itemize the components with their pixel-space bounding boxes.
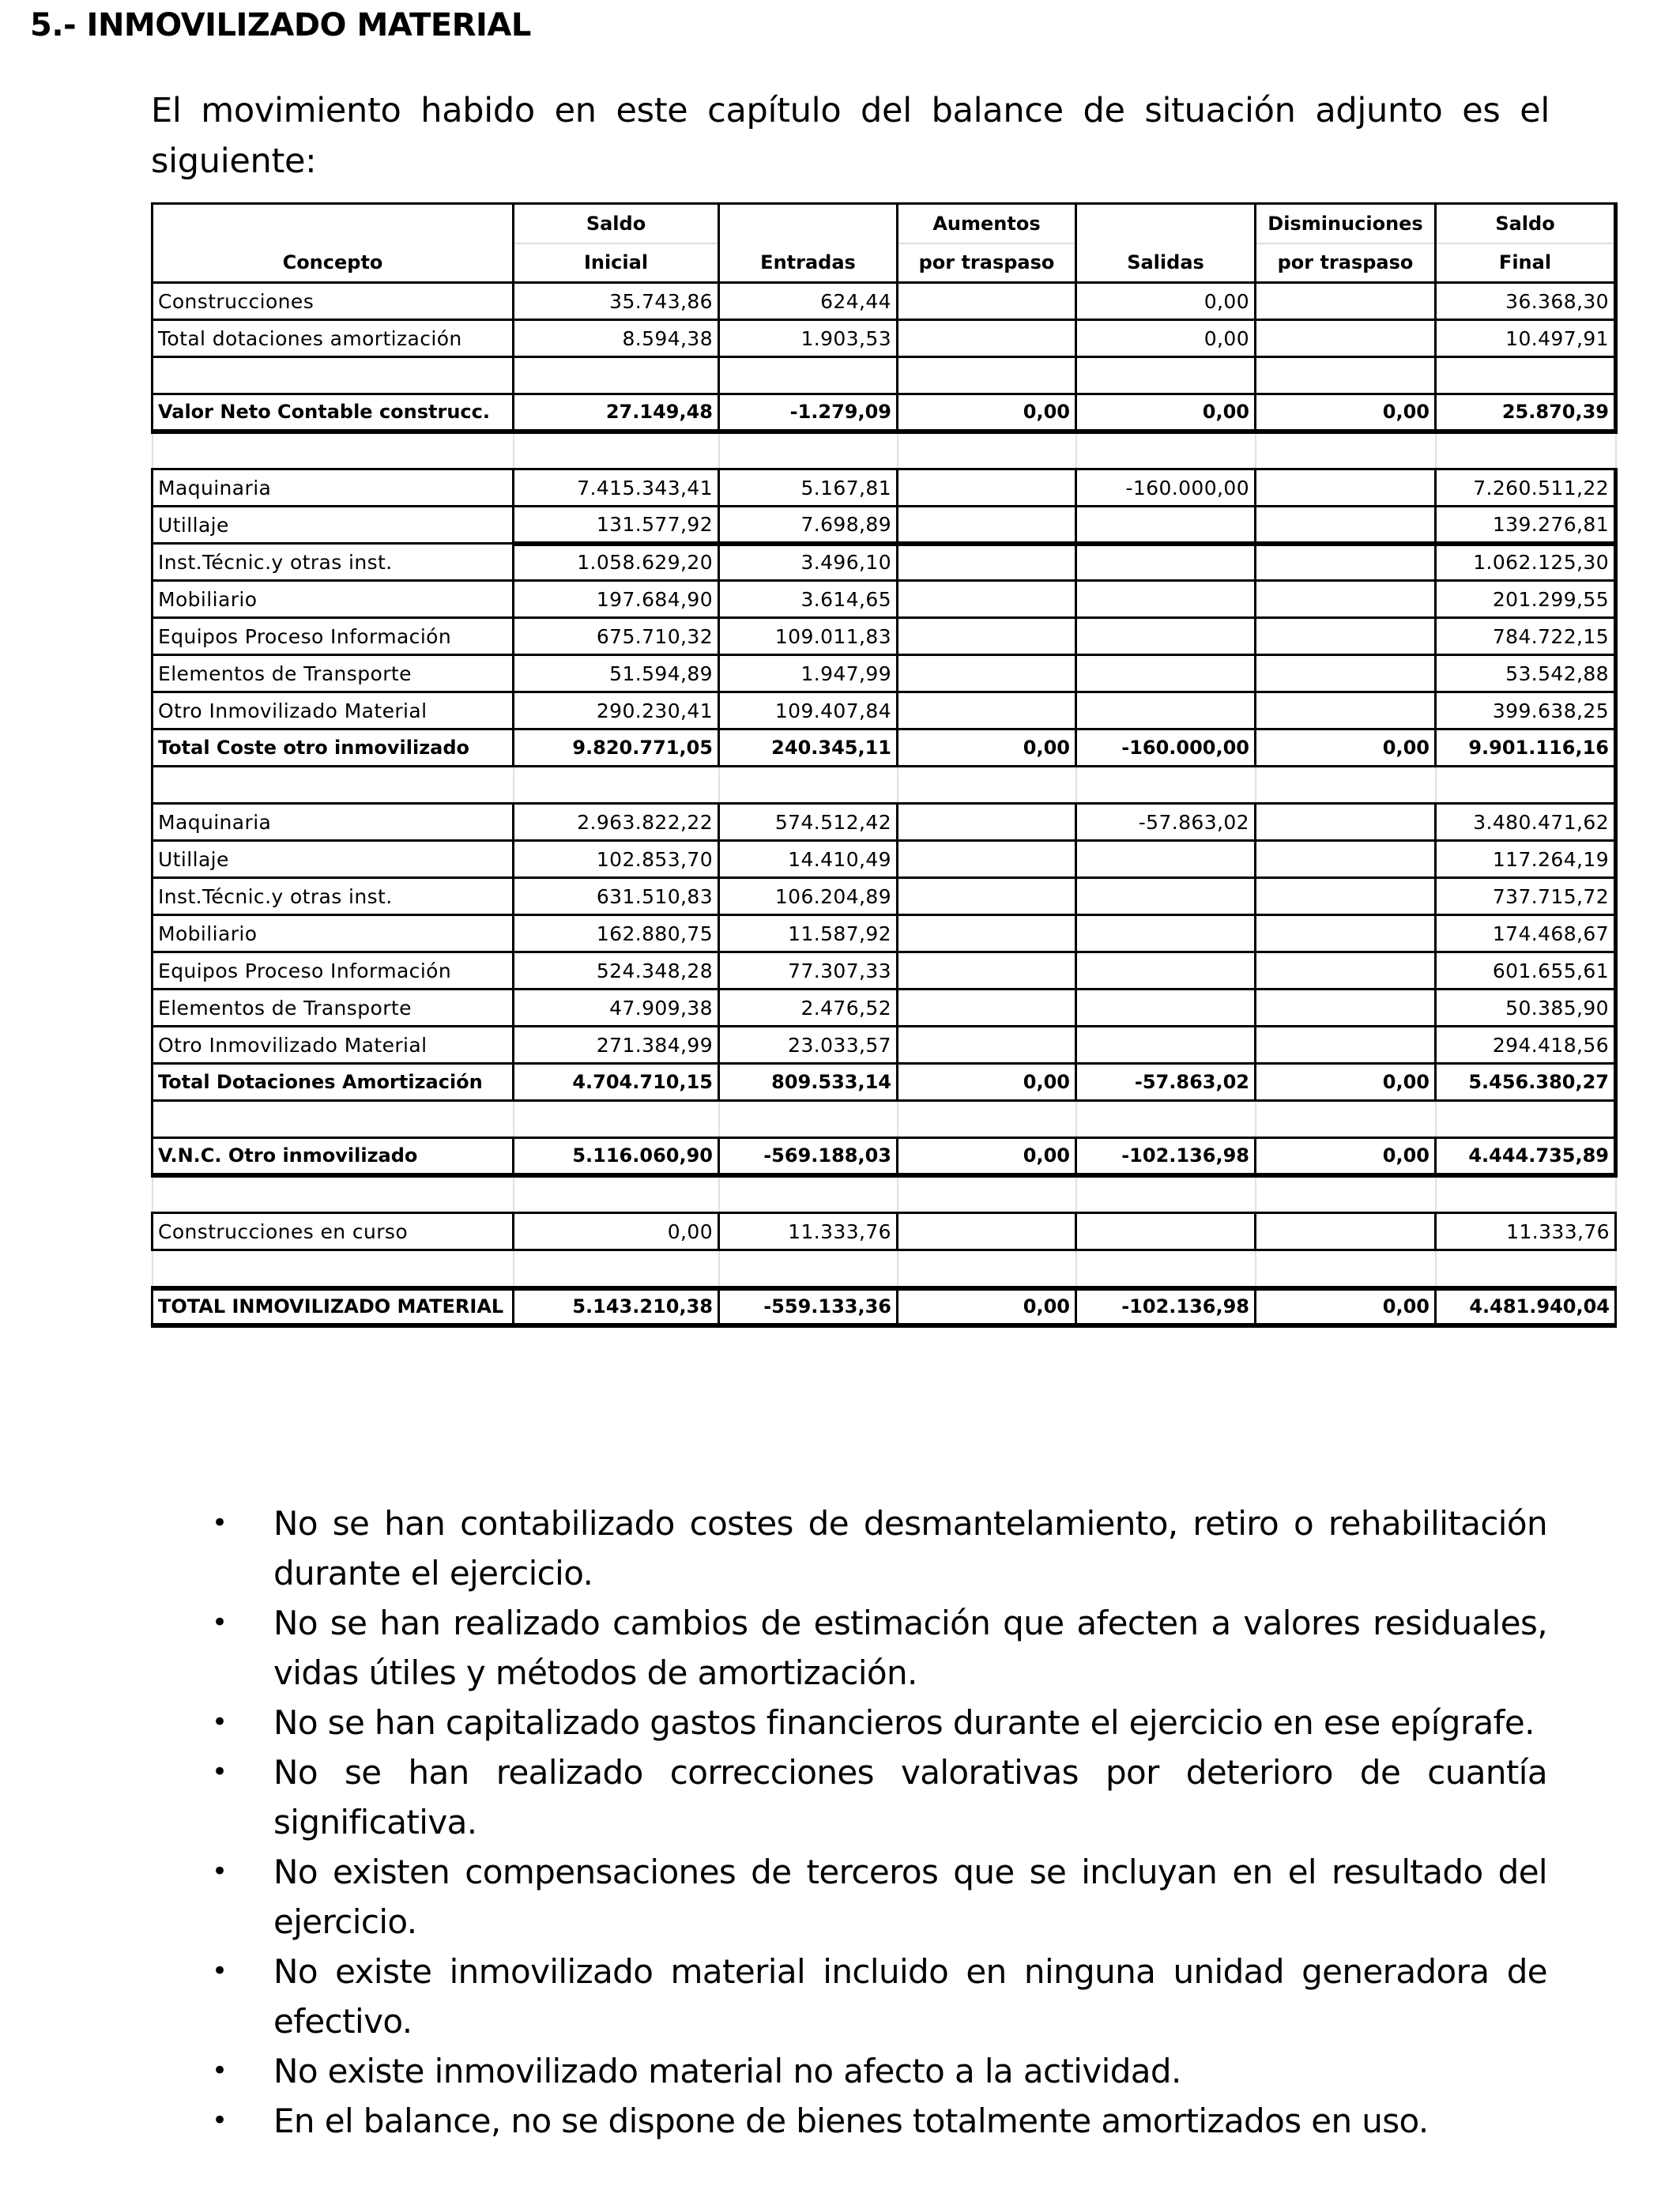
note-text: No se han realizado correcciones valorativas por deterioro de cuantía significativa. <box>273 1753 1547 1842</box>
cell-aumentos <box>898 804 1076 841</box>
cell-salidas: -57.863,02 <box>1076 1064 1256 1101</box>
note-text: No existen compensaciones de terceros que se incluyan en el resultado del ejercicio. <box>273 1853 1547 1941</box>
section-heading: 5.- INMOVILIZADO MATERIAL <box>30 7 531 43</box>
bullet-icon: • <box>212 1507 228 1539</box>
cell-aumentos: 0,00 <box>898 1288 1076 1325</box>
cell-salidas <box>1076 692 1256 729</box>
header-aumentos-bottom: por traspaso <box>898 243 1076 283</box>
cell-aumentos <box>898 878 1076 915</box>
cell-salidas <box>1076 655 1256 692</box>
bullet-icon: • <box>212 2105 228 2136</box>
cell-concepto: Construcciones en curso <box>153 1213 514 1250</box>
cell-concepto: TOTAL INMOVILIZADO MATERIAL <box>153 1288 514 1325</box>
cell-entradas: 240.345,11 <box>719 729 898 767</box>
bullet-icon: • <box>212 1607 228 1638</box>
bullet-icon: • <box>212 2055 228 2087</box>
cell-entradas: 624,44 <box>719 283 898 320</box>
cell-final: 5.456.380,27 <box>1436 1064 1616 1101</box>
total-row-coste <box>153 729 1616 767</box>
cell-concepto: Elementos de Transporte <box>153 655 514 692</box>
cell-aumentos <box>898 1213 1076 1250</box>
cell-salidas: 0,00 <box>1076 283 1256 320</box>
total-row-vnc-construcciones <box>153 394 1616 432</box>
cell-entradas: -569.188,03 <box>719 1138 898 1175</box>
cell-final: 4.481.940,04 <box>1436 1288 1616 1325</box>
header-concepto: Concepto <box>153 204 514 283</box>
table-row <box>153 283 1616 320</box>
cell-aumentos <box>898 544 1076 581</box>
cell-disminuciones <box>1256 507 1436 544</box>
cell-salidas: -102.136,98 <box>1076 1138 1256 1175</box>
cell-entradas: -559.133,36 <box>719 1288 898 1325</box>
cell-aumentos: 0,00 <box>898 1138 1076 1175</box>
cell-inicial: 9.820.771,05 <box>514 729 719 767</box>
header-saldo-final-top: Saldo <box>1436 204 1616 243</box>
cell-concepto: Equipos Proceso Información <box>153 952 514 990</box>
cell-inicial: 1.058.629,20 <box>514 544 719 581</box>
table-row <box>153 878 1616 915</box>
cell-entradas: 1.903,53 <box>719 320 898 357</box>
table-row <box>153 952 1616 990</box>
cell-aumentos <box>898 841 1076 878</box>
header-salidas: Salidas <box>1076 204 1256 283</box>
header-saldo-final-bottom: Final <box>1436 243 1616 283</box>
cell-disminuciones <box>1256 878 1436 915</box>
cell-disminuciones: 0,00 <box>1256 1138 1436 1175</box>
cell-disminuciones <box>1256 952 1436 990</box>
cell-disminuciones <box>1256 655 1436 692</box>
total-row-vnc-otro <box>153 1138 1616 1175</box>
cell-concepto: Maquinaria <box>153 804 514 841</box>
cell-entradas: 7.698,89 <box>719 507 898 544</box>
note-text: No existe inmovilizado material no afecto a la actividad. <box>273 2052 1181 2090</box>
cell-salidas <box>1076 990 1256 1027</box>
cell-inicial: 47.909,38 <box>514 990 719 1027</box>
cell-final: 737.715,72 <box>1436 878 1616 915</box>
cell-aumentos: 0,00 <box>898 1064 1076 1101</box>
table-row <box>153 1027 1616 1064</box>
table-row <box>153 841 1616 878</box>
spacer-row <box>153 432 1616 469</box>
cell-entradas: -1.279,09 <box>719 394 898 432</box>
cell-salidas <box>1076 952 1256 990</box>
cell-salidas: -57.863,02 <box>1076 804 1256 841</box>
cell-disminuciones <box>1256 692 1436 729</box>
cell-salidas <box>1076 1213 1256 1250</box>
note-text: No existe inmovilizado material incluido en ninguna unidad generadora de efectivo. <box>273 1952 1547 2041</box>
cell-disminuciones <box>1256 915 1436 952</box>
cell-concepto: Valor Neto Contable construcc. <box>153 394 514 432</box>
cell-aumentos <box>898 915 1076 952</box>
note-text: No se han realizado cambios de estimación que afecten a valores residuales, vidas útiles y métodos de amortización. <box>273 1604 1547 1692</box>
cell-aumentos <box>898 618 1076 655</box>
cell-inicial: 162.880,75 <box>514 915 719 952</box>
cell-concepto: Elementos de Transporte <box>153 990 514 1027</box>
cell-final: 9.901.116,16 <box>1436 729 1616 767</box>
cell-entradas: 11.587,92 <box>719 915 898 952</box>
cell-entradas: 109.407,84 <box>719 692 898 729</box>
cell-disminuciones: 0,00 <box>1256 729 1436 767</box>
cell-final: 4.444.735,89 <box>1436 1138 1616 1175</box>
bullet-icon: • <box>212 1706 228 1738</box>
cell-salidas: 0,00 <box>1076 394 1256 432</box>
cell-entradas: 3.614,65 <box>719 581 898 618</box>
cell-disminuciones <box>1256 320 1436 357</box>
list-item <box>204 1598 1547 1698</box>
spacer-row <box>153 767 1616 804</box>
note-text: No se han contabilizado costes de desmantelamiento, retiro o rehabilitación durante el ejercicio. <box>273 1504 1547 1593</box>
cell-aumentos <box>898 581 1076 618</box>
cell-concepto: Total dotaciones amortización <box>153 320 514 357</box>
cell-inicial: 131.577,92 <box>514 507 719 544</box>
cell-entradas: 11.333,76 <box>719 1213 898 1250</box>
cell-concepto: Utillaje <box>153 841 514 878</box>
cell-inicial: 5.116.060,90 <box>514 1138 719 1175</box>
list-item <box>204 2046 1547 2096</box>
cell-final: 201.299,55 <box>1436 581 1616 618</box>
cell-salidas: -102.136,98 <box>1076 1288 1256 1325</box>
cell-inicial: 290.230,41 <box>514 692 719 729</box>
cell-concepto: Construcciones <box>153 283 514 320</box>
cell-final: 784.722,15 <box>1436 618 1616 655</box>
cell-aumentos <box>898 692 1076 729</box>
table-row <box>153 544 1616 581</box>
cell-aumentos <box>898 990 1076 1027</box>
header-disminuciones-bottom: por traspaso <box>1256 243 1436 283</box>
cell-salidas <box>1076 507 1256 544</box>
cell-salidas <box>1076 581 1256 618</box>
cell-disminuciones <box>1256 283 1436 320</box>
cell-entradas: 809.533,14 <box>719 1064 898 1101</box>
cell-concepto: Total Coste otro inmovilizado <box>153 729 514 767</box>
cell-final: 10.497,91 <box>1436 320 1616 357</box>
cell-aumentos: 0,00 <box>898 394 1076 432</box>
total-row-amortizacion <box>153 1064 1616 1101</box>
cell-final: 1.062.125,30 <box>1436 544 1616 581</box>
cell-inicial: 197.684,90 <box>514 581 719 618</box>
cell-salidas <box>1076 915 1256 952</box>
table-row <box>153 581 1616 618</box>
cell-final: 36.368,30 <box>1436 283 1616 320</box>
cell-salidas <box>1076 618 1256 655</box>
cell-entradas: 14.410,49 <box>719 841 898 878</box>
cell-aumentos <box>898 1027 1076 1064</box>
cell-inicial: 2.963.822,22 <box>514 804 719 841</box>
bullet-icon: • <box>212 1756 228 1788</box>
table-row <box>153 469 1616 507</box>
cell-salidas: 0,00 <box>1076 320 1256 357</box>
cell-disminuciones <box>1256 469 1436 507</box>
cell-final: 25.870,39 <box>1436 394 1616 432</box>
grand-total-row <box>153 1288 1616 1325</box>
note-text: No se han capitalizado gastos financieros durante el ejercicio en ese epígrafe. <box>273 1703 1535 1742</box>
spacer-row <box>153 1175 1616 1213</box>
cell-disminuciones <box>1256 990 1436 1027</box>
cell-final: 11.333,76 <box>1436 1213 1616 1250</box>
cell-disminuciones <box>1256 618 1436 655</box>
cell-disminuciones <box>1256 581 1436 618</box>
blank-row <box>153 357 1616 394</box>
cell-salidas <box>1076 841 1256 878</box>
cell-concepto: Utillaje <box>153 507 514 544</box>
cell-aumentos <box>898 320 1076 357</box>
header-aumentos-top: Aumentos <box>898 204 1076 243</box>
cell-aumentos <box>898 283 1076 320</box>
header-disminuciones-top: Disminuciones <box>1256 204 1436 243</box>
cell-inicial: 4.704.710,15 <box>514 1064 719 1101</box>
cell-inicial: 271.384,99 <box>514 1027 719 1064</box>
cell-final: 174.468,67 <box>1436 915 1616 952</box>
cell-inicial: 8.594,38 <box>514 320 719 357</box>
cell-inicial: 51.594,89 <box>514 655 719 692</box>
list-item <box>204 2096 1547 2146</box>
list-item <box>204 1747 1547 1847</box>
cell-inicial: 5.143.210,38 <box>514 1288 719 1325</box>
cell-concepto: V.N.C. Otro inmovilizado <box>153 1138 514 1175</box>
spacer-row <box>153 1250 1616 1288</box>
cell-concepto: Inst.Técnic.y otras inst. <box>153 878 514 915</box>
cell-aumentos <box>898 655 1076 692</box>
cell-final: 53.542,88 <box>1436 655 1616 692</box>
cell-concepto: Otro Inmovilizado Material <box>153 692 514 729</box>
cell-disminuciones: 0,00 <box>1256 394 1436 432</box>
cell-disminuciones <box>1256 544 1436 581</box>
cell-entradas: 106.204,89 <box>719 878 898 915</box>
cell-final: 50.385,90 <box>1436 990 1616 1027</box>
cell-inicial: 27.149,48 <box>514 394 719 432</box>
list-item <box>204 1947 1547 2046</box>
cell-entradas: 109.011,83 <box>719 618 898 655</box>
table-row <box>153 618 1616 655</box>
cell-final: 399.638,25 <box>1436 692 1616 729</box>
cell-salidas <box>1076 878 1256 915</box>
table-row <box>153 990 1616 1027</box>
cell-concepto: Mobiliario <box>153 915 514 952</box>
cell-entradas: 5.167,81 <box>719 469 898 507</box>
cell-salidas: -160.000,00 <box>1076 469 1256 507</box>
cell-entradas: 574.512,42 <box>719 804 898 841</box>
cell-disminuciones <box>1256 1213 1436 1250</box>
cell-final: 7.260.511,22 <box>1436 469 1616 507</box>
cell-inicial: 0,00 <box>514 1213 719 1250</box>
intro-paragraph: El movimiento habido en este capítulo del balance de situación adjunto es el siguiente: <box>151 91 1550 181</box>
cell-final: 117.264,19 <box>1436 841 1616 878</box>
cell-concepto: Mobiliario <box>153 581 514 618</box>
cell-aumentos <box>898 469 1076 507</box>
cell-concepto: Inst.Técnic.y otras inst. <box>153 544 514 581</box>
cell-final: 3.480.471,62 <box>1436 804 1616 841</box>
cell-inicial: 631.510,83 <box>514 878 719 915</box>
table-row <box>153 320 1616 357</box>
cell-disminuciones <box>1256 841 1436 878</box>
cell-salidas <box>1076 1027 1256 1064</box>
table-row <box>153 804 1616 841</box>
bullet-icon: • <box>212 1856 228 1887</box>
cell-disminuciones: 0,00 <box>1256 1064 1436 1101</box>
cell-final: 139.276,81 <box>1436 507 1616 544</box>
cell-aumentos <box>898 952 1076 990</box>
cell-final: 601.655,61 <box>1436 952 1616 990</box>
bullet-icon: • <box>212 1955 228 1987</box>
table-row <box>153 692 1616 729</box>
table-row <box>153 655 1616 692</box>
spacer-row <box>153 1101 1616 1138</box>
cell-inicial: 35.743,86 <box>514 283 719 320</box>
cell-concepto: Equipos Proceso Información <box>153 618 514 655</box>
cell-entradas: 1.947,99 <box>719 655 898 692</box>
cell-inicial: 102.853,70 <box>514 841 719 878</box>
cell-disminuciones <box>1256 1027 1436 1064</box>
cell-entradas: 23.033,57 <box>719 1027 898 1064</box>
table-row <box>153 915 1616 952</box>
cell-inicial: 675.710,32 <box>514 618 719 655</box>
list-item <box>204 1698 1547 1747</box>
movement-table <box>151 202 1618 1328</box>
cell-entradas: 77.307,33 <box>719 952 898 990</box>
cell-final: 294.418,56 <box>1436 1027 1616 1064</box>
header-saldo-inicial-bottom: Inicial <box>514 243 719 283</box>
header-saldo-inicial-top: Saldo <box>514 204 719 243</box>
table-row-en-curso <box>153 1213 1616 1250</box>
cell-entradas: 2.476,52 <box>719 990 898 1027</box>
cell-disminuciones <box>1256 804 1436 841</box>
cell-concepto: Maquinaria <box>153 469 514 507</box>
cell-concepto: Otro Inmovilizado Material <box>153 1027 514 1064</box>
cell-disminuciones: 0,00 <box>1256 1288 1436 1325</box>
note-text: En el balance, no se dispone de bienes totalmente amortizados en uso. <box>273 2102 1429 2140</box>
cell-concepto: Total Dotaciones Amortización <box>153 1064 514 1101</box>
list-item <box>204 1498 1547 1598</box>
cell-inicial: 7.415.343,41 <box>514 469 719 507</box>
list-item <box>204 1847 1547 1947</box>
notes-list <box>204 1498 1547 2146</box>
cell-aumentos <box>898 507 1076 544</box>
cell-entradas: 3.496,10 <box>719 544 898 581</box>
table-row <box>153 507 1616 544</box>
header-row-top <box>153 204 1616 243</box>
cell-salidas: -160.000,00 <box>1076 729 1256 767</box>
cell-inicial: 524.348,28 <box>514 952 719 990</box>
cell-aumentos: 0,00 <box>898 729 1076 767</box>
cell-salidas <box>1076 544 1256 581</box>
header-entradas: Entradas <box>719 204 898 283</box>
